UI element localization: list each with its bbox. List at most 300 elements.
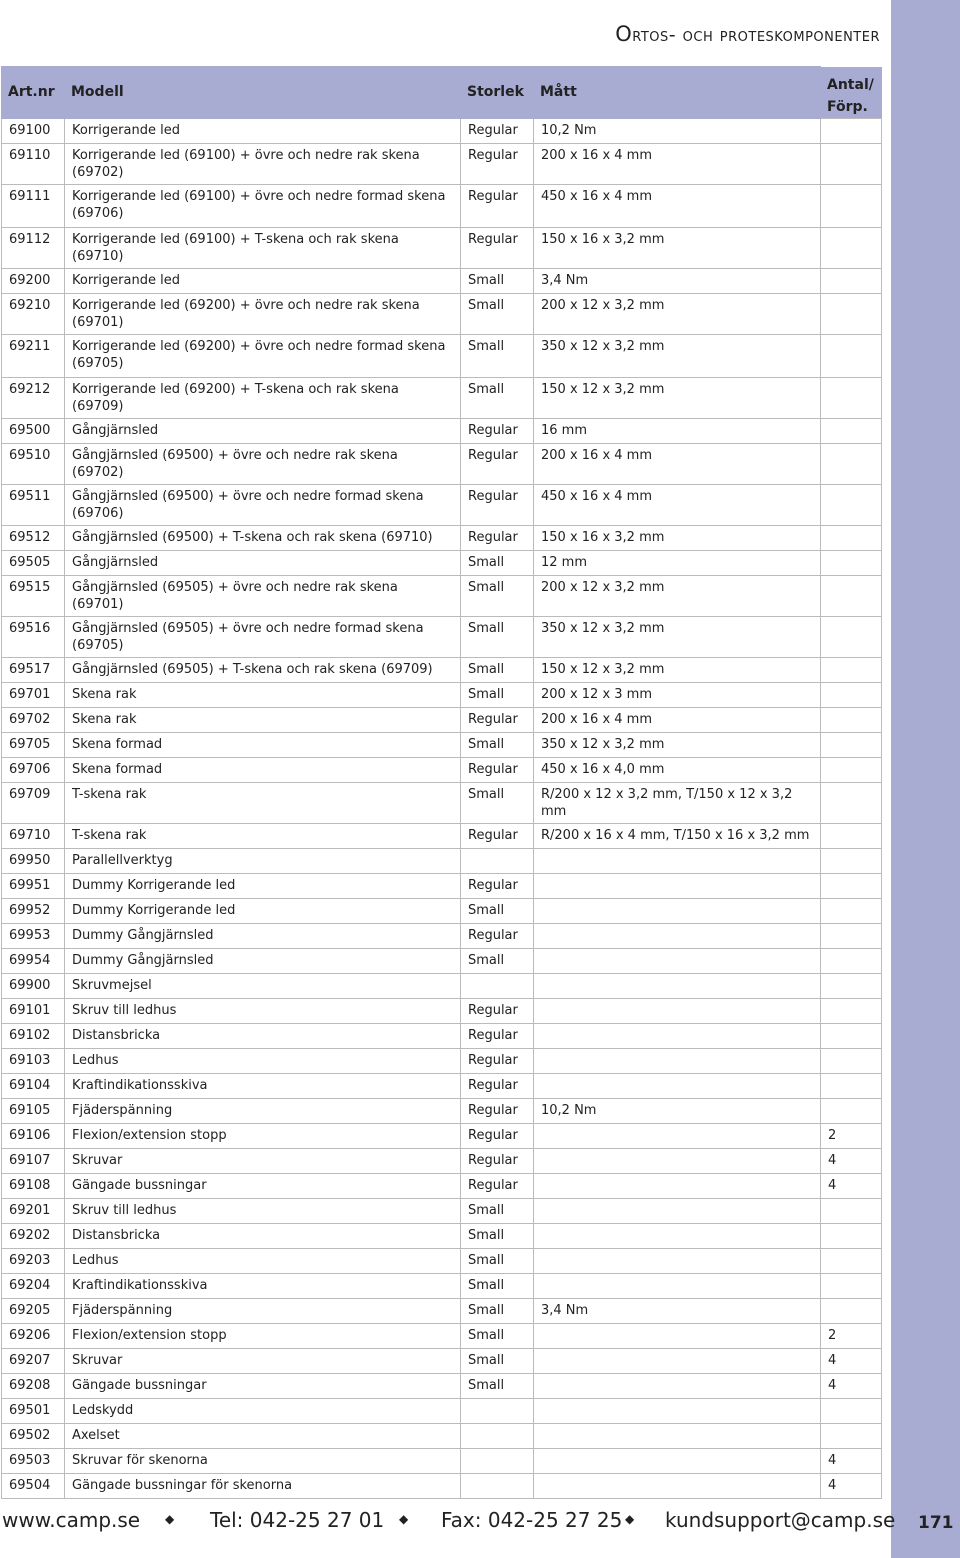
cell-storlek: Regular [461, 1148, 534, 1173]
table-row [2, 1423, 882, 1448]
cell-antal [821, 334, 882, 377]
table-row [2, 443, 882, 484]
cell-artnr: 69110 [2, 143, 65, 184]
cell-storlek: Regular [461, 143, 534, 184]
cell-matt: 10,2 Nm [534, 118, 821, 143]
cell-modell: Korrigerande led (69100) + T-skena och rak skena (69710) [65, 227, 461, 268]
cell-antal [821, 973, 882, 998]
cell-antal [821, 1223, 882, 1248]
cell-artnr: 69500 [2, 418, 65, 443]
header-matt: Mått [534, 67, 821, 119]
table-row [2, 1048, 882, 1073]
cell-modell: Kraftindikationsskiva [65, 1073, 461, 1098]
cell-antal [821, 873, 882, 898]
table-row [2, 1398, 882, 1423]
table-row [2, 1098, 882, 1123]
cell-matt [534, 1073, 821, 1098]
cell-artnr: 69512 [2, 525, 65, 550]
cell-storlek: Small [461, 682, 534, 707]
cell-storlek [461, 1473, 534, 1498]
cell-artnr: 69501 [2, 1398, 65, 1423]
cell-artnr: 69200 [2, 268, 65, 293]
cell-storlek: Regular [461, 823, 534, 848]
cell-storlek: Regular [461, 418, 534, 443]
table-row [2, 575, 882, 616]
cell-modell: Dummy Gångjärnsled [65, 948, 461, 973]
cell-antal [821, 268, 882, 293]
cell-matt [534, 1048, 821, 1073]
cell-matt: 150 x 12 x 3,2 mm [534, 377, 821, 418]
cell-matt [534, 1398, 821, 1423]
cell-artnr: 69517 [2, 657, 65, 682]
cell-matt: 200 x 12 x 3,2 mm [534, 575, 821, 616]
cell-artnr: 69952 [2, 898, 65, 923]
cell-artnr: 69106 [2, 1123, 65, 1148]
cell-antal [821, 1273, 882, 1298]
cell-modell: Korrigerande led (69200) + T-skena och rak skena (69709) [65, 377, 461, 418]
cell-modell: Gångjärnsled (69500) + övre och nedre formad skena (69706) [65, 484, 461, 525]
cell-storlek: Regular [461, 484, 534, 525]
cell-modell: Gängade bussningar [65, 1173, 461, 1198]
cell-matt [534, 1473, 821, 1498]
cell-matt: 150 x 12 x 3,2 mm [534, 657, 821, 682]
table-row [2, 873, 882, 898]
cell-modell: Skena formad [65, 757, 461, 782]
table-row [2, 732, 882, 757]
table-row [2, 1248, 882, 1273]
cell-artnr: 69207 [2, 1348, 65, 1373]
cell-antal: 4 [821, 1473, 882, 1498]
header-antal: Antal/ Förp. [821, 67, 882, 119]
table-row [2, 707, 882, 732]
cell-matt: 3,4 Nm [534, 1298, 821, 1323]
cell-antal: 4 [821, 1448, 882, 1473]
table-header-row [2, 67, 882, 119]
cell-artnr: 69206 [2, 1323, 65, 1348]
cell-matt: 12 mm [534, 550, 821, 575]
cell-modell: Distansbricka [65, 1023, 461, 1048]
cell-antal: 4 [821, 1348, 882, 1373]
cell-artnr: 69701 [2, 682, 65, 707]
cell-artnr: 69205 [2, 1298, 65, 1323]
cell-antal: 2 [821, 1323, 882, 1348]
cell-modell: Korrigerande led [65, 118, 461, 143]
cell-modell: Gångjärnsled [65, 550, 461, 575]
cell-artnr: 69107 [2, 1148, 65, 1173]
table-row [2, 1373, 882, 1398]
cell-modell: Korrigerande led (69100) + övre och nedre rak skena (69702) [65, 143, 461, 184]
cell-storlek [461, 1423, 534, 1448]
cell-modell: Skruv till ledhus [65, 1198, 461, 1223]
cell-modell: Skena rak [65, 682, 461, 707]
cell-matt: 200 x 16 x 4 mm [534, 443, 821, 484]
table-row [2, 143, 882, 184]
cell-antal [821, 732, 882, 757]
cell-antal [821, 118, 882, 143]
cell-antal [821, 1298, 882, 1323]
cell-antal [821, 227, 882, 268]
cell-modell: Gångjärnsled [65, 418, 461, 443]
cell-antal [821, 1048, 882, 1073]
table-row [2, 293, 882, 334]
cell-matt [534, 1248, 821, 1273]
table-row [2, 268, 882, 293]
table-row [2, 1123, 882, 1148]
cell-storlek: Small [461, 616, 534, 657]
table-row [2, 682, 882, 707]
cell-artnr: 69706 [2, 757, 65, 782]
cell-modell: Dummy Gångjärnsled [65, 923, 461, 948]
cell-modell: Distansbricka [65, 1223, 461, 1248]
cell-antal [821, 550, 882, 575]
cell-artnr: 69502 [2, 1423, 65, 1448]
side-color-bar [891, 0, 960, 1558]
cell-modell: Korrigerande led (69200) + övre och nedre formad skena (69705) [65, 334, 461, 377]
footer [0, 1505, 960, 1541]
cell-artnr: 69709 [2, 782, 65, 823]
table-row [2, 1323, 882, 1348]
cell-storlek: Regular [461, 184, 534, 227]
cell-artnr: 69203 [2, 1248, 65, 1273]
page-title [615, 22, 880, 46]
cell-antal [821, 682, 882, 707]
cell-storlek [461, 973, 534, 998]
cell-matt [534, 1198, 821, 1223]
table-row [2, 184, 882, 227]
cell-matt [534, 948, 821, 973]
cell-artnr: 69503 [2, 1448, 65, 1473]
table-row [2, 998, 882, 1023]
cell-storlek: Small [461, 377, 534, 418]
cell-antal [821, 418, 882, 443]
cell-matt [534, 1448, 821, 1473]
cell-modell: Gångjärnsled (69505) + övre och nedre rak skena (69701) [65, 575, 461, 616]
cell-modell: Ledhus [65, 1248, 461, 1273]
cell-storlek: Regular [461, 1048, 534, 1073]
cell-storlek: Regular [461, 923, 534, 948]
cell-matt: 3,4 Nm [534, 268, 821, 293]
cell-modell: Fjäderspänning [65, 1298, 461, 1323]
cell-modell: Kraftindikationsskiva [65, 1273, 461, 1298]
cell-matt: 450 x 16 x 4 mm [534, 184, 821, 227]
cell-artnr: 69951 [2, 873, 65, 898]
cell-antal [821, 998, 882, 1023]
cell-storlek [461, 1448, 534, 1473]
cell-antal [821, 1023, 882, 1048]
cell-matt: 200 x 12 x 3 mm [534, 682, 821, 707]
table-row [2, 973, 882, 998]
cell-artnr: 69111 [2, 184, 65, 227]
table-row [2, 1223, 882, 1248]
cell-antal [821, 1398, 882, 1423]
cell-artnr: 69210 [2, 293, 65, 334]
cell-antal [821, 443, 882, 484]
cell-modell: Skruvar för skenorna [65, 1448, 461, 1473]
cell-artnr: 69511 [2, 484, 65, 525]
cell-storlek: Small [461, 1198, 534, 1223]
table-row [2, 1273, 882, 1298]
cell-antal [821, 1423, 882, 1448]
cell-modell: Flexion/extension stopp [65, 1323, 461, 1348]
cell-artnr: 69953 [2, 923, 65, 948]
cell-artnr: 69108 [2, 1173, 65, 1198]
cell-antal [821, 293, 882, 334]
cell-artnr: 69954 [2, 948, 65, 973]
cell-storlek: Small [461, 334, 534, 377]
table-row [2, 118, 882, 143]
cell-artnr: 69510 [2, 443, 65, 484]
cell-modell: Skruvmejsel [65, 973, 461, 998]
cell-modell: Ledskydd [65, 1398, 461, 1423]
cell-antal [821, 782, 882, 823]
diamond-icon: ◆ [399, 1512, 409, 1526]
cell-matt [534, 1323, 821, 1348]
cell-artnr: 69208 [2, 1373, 65, 1398]
table-row [2, 1473, 882, 1498]
cell-modell: Gängade bussningar [65, 1373, 461, 1398]
parts-table [1, 66, 882, 1499]
cell-artnr: 69705 [2, 732, 65, 757]
cell-antal [821, 757, 882, 782]
cell-storlek: Small [461, 1248, 534, 1273]
cell-storlek: Small [461, 268, 534, 293]
table-row [2, 923, 882, 948]
table-row [2, 1448, 882, 1473]
cell-modell: Skruv till ledhus [65, 998, 461, 1023]
cell-storlek [461, 1398, 534, 1423]
footer-email[interactable]: kundsupport@camp.se [665, 1508, 896, 1532]
table-row [2, 1173, 882, 1198]
cell-matt: 200 x 16 x 4 mm [534, 707, 821, 732]
cell-antal [821, 1098, 882, 1123]
table-row [2, 227, 882, 268]
table-row [2, 657, 882, 682]
cell-artnr: 69201 [2, 1198, 65, 1223]
cell-antal [821, 1198, 882, 1223]
cell-matt: R/200 x 12 x 3,2 mm, T/150 x 12 x 3,2 mm [534, 782, 821, 823]
cell-matt [534, 1123, 821, 1148]
cell-antal [821, 184, 882, 227]
cell-storlek: Small [461, 550, 534, 575]
cell-matt: 200 x 12 x 3,2 mm [534, 293, 821, 334]
cell-matt: 200 x 16 x 4 mm [534, 143, 821, 184]
cell-antal [821, 898, 882, 923]
cell-matt [534, 873, 821, 898]
table-row [2, 550, 882, 575]
cell-artnr: 69702 [2, 707, 65, 732]
page-title-initial: O [615, 22, 633, 46]
diamond-icon: ◆ [625, 1512, 635, 1526]
cell-storlek: Small [461, 575, 534, 616]
cell-artnr: 69950 [2, 848, 65, 873]
footer-website[interactable]: www.camp.se [2, 1508, 141, 1532]
cell-artnr: 69101 [2, 998, 65, 1023]
cell-matt: 10,2 Nm [534, 1098, 821, 1123]
cell-modell: Gångjärnsled (69505) + övre och nedre formad skena (69705) [65, 616, 461, 657]
diamond-icon: ◆ [165, 1512, 175, 1526]
table-row [2, 1023, 882, 1048]
page-number: 171 [918, 1513, 954, 1533]
cell-matt [534, 973, 821, 998]
table-row [2, 1073, 882, 1098]
cell-artnr: 69204 [2, 1273, 65, 1298]
cell-storlek: Regular [461, 1073, 534, 1098]
cell-antal [821, 923, 882, 948]
cell-artnr: 69504 [2, 1473, 65, 1498]
cell-matt: 150 x 16 x 3,2 mm [534, 525, 821, 550]
cell-modell: Dummy Korrigerande led [65, 873, 461, 898]
cell-matt: 150 x 16 x 3,2 mm [534, 227, 821, 268]
cell-artnr: 69516 [2, 616, 65, 657]
cell-storlek: Small [461, 1298, 534, 1323]
cell-matt [534, 848, 821, 873]
cell-modell: Korrigerande led (69200) + övre och nedre rak skena (69701) [65, 293, 461, 334]
cell-storlek: Regular [461, 757, 534, 782]
table-row [2, 1348, 882, 1373]
cell-modell: Gångjärnsled (69505) + T-skena och rak skena (69709) [65, 657, 461, 682]
cell-modell: Skruvar [65, 1348, 461, 1373]
cell-storlek: Regular [461, 525, 534, 550]
cell-antal [821, 616, 882, 657]
cell-artnr: 69100 [2, 118, 65, 143]
cell-artnr: 69212 [2, 377, 65, 418]
cell-modell: Ledhus [65, 1048, 461, 1073]
cell-modell: Flexion/extension stopp [65, 1123, 461, 1148]
cell-storlek: Small [461, 898, 534, 923]
cell-artnr: 69505 [2, 550, 65, 575]
cell-storlek: Small [461, 732, 534, 757]
cell-matt: 450 x 16 x 4 mm [534, 484, 821, 525]
cell-storlek: Regular [461, 1098, 534, 1123]
cell-antal [821, 1248, 882, 1273]
cell-modell: Skena formad [65, 732, 461, 757]
table-row [2, 757, 882, 782]
page-title-rest: rtos- och proteskomponenter [632, 24, 880, 46]
table-row [2, 377, 882, 418]
cell-storlek: Regular [461, 1023, 534, 1048]
cell-antal [821, 525, 882, 550]
table-row [2, 616, 882, 657]
cell-storlek: Regular [461, 1123, 534, 1148]
cell-antal: 4 [821, 1173, 882, 1198]
cell-matt [534, 1023, 821, 1048]
cell-modell: Fjäderspänning [65, 1098, 461, 1123]
cell-matt [534, 1223, 821, 1248]
cell-modell: T-skena rak [65, 823, 461, 848]
cell-artnr: 69900 [2, 973, 65, 998]
cell-modell: Gångjärnsled (69500) + T-skena och rak skena (69710) [65, 525, 461, 550]
cell-modell: Korrigerande led (69100) + övre och nedre formad skena (69706) [65, 184, 461, 227]
header-artnr: Art.nr [2, 67, 65, 119]
cell-artnr: 69105 [2, 1098, 65, 1123]
cell-storlek: Small [461, 1323, 534, 1348]
cell-storlek: Small [461, 1223, 534, 1248]
cell-matt [534, 1173, 821, 1198]
cell-artnr: 69202 [2, 1223, 65, 1248]
cell-antal [821, 575, 882, 616]
cell-antal [821, 143, 882, 184]
cell-matt: R/200 x 16 x 4 mm, T/150 x 16 x 3,2 mm [534, 823, 821, 848]
cell-matt [534, 1423, 821, 1448]
table-row [2, 1198, 882, 1223]
table-row [2, 1298, 882, 1323]
cell-storlek: Small [461, 657, 534, 682]
table-row [2, 898, 882, 923]
cell-storlek: Small [461, 1273, 534, 1298]
cell-matt: 350 x 12 x 3,2 mm [534, 334, 821, 377]
table-row [2, 782, 882, 823]
cell-matt [534, 1348, 821, 1373]
header-storlek: Storlek [461, 67, 534, 119]
cell-storlek: Regular [461, 443, 534, 484]
cell-storlek: Small [461, 293, 534, 334]
cell-matt [534, 1148, 821, 1173]
cell-antal [821, 377, 882, 418]
cell-artnr: 69515 [2, 575, 65, 616]
cell-matt: 350 x 12 x 3,2 mm [534, 616, 821, 657]
cell-modell: Skena rak [65, 707, 461, 732]
cell-antal: 2 [821, 1123, 882, 1148]
cell-storlek: Small [461, 1373, 534, 1398]
table-row [2, 484, 882, 525]
cell-modell: Gångjärnsled (69500) + övre och nedre rak skena (69702) [65, 443, 461, 484]
cell-antal [821, 1073, 882, 1098]
cell-modell: Korrigerande led [65, 268, 461, 293]
cell-storlek: Regular [461, 707, 534, 732]
cell-storlek: Small [461, 782, 534, 823]
cell-storlek: Regular [461, 227, 534, 268]
cell-artnr: 69211 [2, 334, 65, 377]
cell-artnr: 69112 [2, 227, 65, 268]
header-modell: Modell [65, 67, 461, 119]
table-row [2, 1148, 882, 1173]
table-row [2, 418, 882, 443]
cell-antal [821, 484, 882, 525]
cell-storlek: Regular [461, 998, 534, 1023]
table-row [2, 948, 882, 973]
cell-antal: 4 [821, 1148, 882, 1173]
cell-storlek: Regular [461, 873, 534, 898]
cell-antal: 4 [821, 1373, 882, 1398]
cell-artnr: 69710 [2, 823, 65, 848]
cell-storlek: Small [461, 948, 534, 973]
cell-matt [534, 923, 821, 948]
table-row [2, 334, 882, 377]
cell-modell: T-skena rak [65, 782, 461, 823]
cell-storlek: Small [461, 1348, 534, 1373]
cell-matt [534, 1373, 821, 1398]
cell-modell: Parallellverktyg [65, 848, 461, 873]
cell-modell: Dummy Korrigerande led [65, 898, 461, 923]
cell-antal [821, 948, 882, 973]
footer-fax: Fax: 042-25 27 25 [441, 1508, 623, 1532]
cell-artnr: 69103 [2, 1048, 65, 1073]
cell-artnr: 69104 [2, 1073, 65, 1098]
cell-matt [534, 998, 821, 1023]
cell-modell: Axelset [65, 1423, 461, 1448]
table-row [2, 848, 882, 873]
footer-phone: Tel: 042-25 27 01 [210, 1508, 385, 1532]
cell-storlek: Regular [461, 1173, 534, 1198]
cell-matt [534, 1273, 821, 1298]
cell-matt: 450 x 16 x 4,0 mm [534, 757, 821, 782]
cell-artnr: 69102 [2, 1023, 65, 1048]
table-row [2, 525, 882, 550]
cell-matt: 350 x 12 x 3,2 mm [534, 732, 821, 757]
cell-antal [821, 707, 882, 732]
cell-storlek: Regular [461, 118, 534, 143]
cell-modell: Skruvar [65, 1148, 461, 1173]
